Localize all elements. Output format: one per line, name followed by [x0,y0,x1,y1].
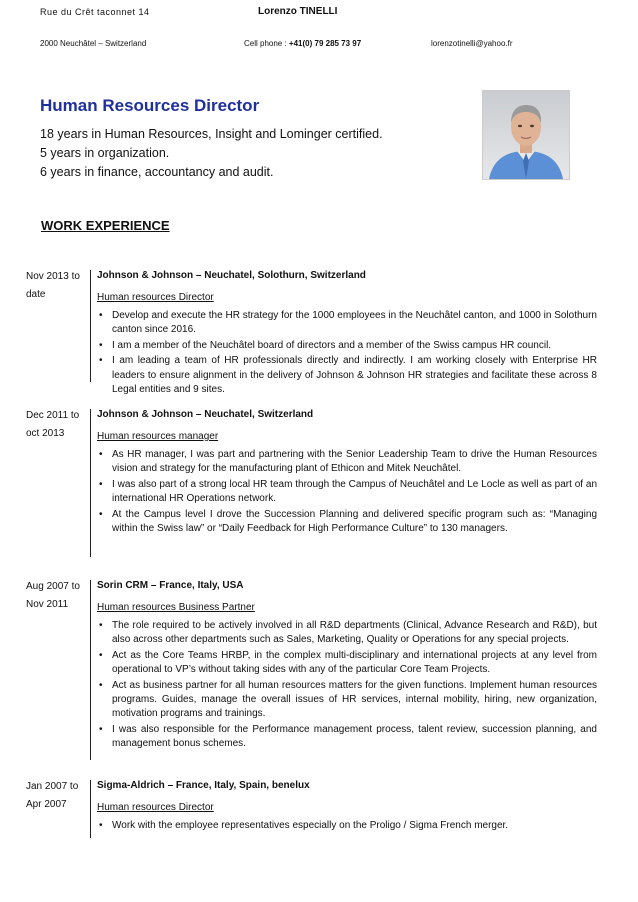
timeline-divider [90,409,91,557]
date-to: Apr 2007 [26,799,67,810]
responsibility-item: • I am a member of the Neuchâtel board of directors and a member of the Swiss campus HR council. [97,339,597,353]
experience-content [97,578,597,753]
role-title: Human resources manager [97,431,219,442]
portrait-image [483,91,569,179]
summary-line: 18 years in Human Resources, Insight and Lominger certified. [40,127,383,141]
date-from: Jan 2007 to [26,781,79,792]
summary-line: 5 years in organization. [40,146,170,160]
responsibility-item: • I am leading a team of HR professionals directly and indirectly. I am working closely with Enterprise HR leaders to ensure alignment in the delivery of Johnson & Johnson HR strategies and facilitate these across 8 Legal entities and 9 sites. [97,354,597,397]
experience-content [97,778,597,834]
responsibility-item: • Act as business partner for all human resources matters for the given functions. Implement human resources programs. Guides, manage the overall issues of HR services, internal mobility, hiring, new organization, motivation programs and trainings. [97,679,597,722]
responsibility-list [97,619,597,752]
role-title: Human resources Director [97,292,214,303]
date-from: Dec 2011 to [26,410,80,421]
responsibility-item: • At the Campus level I drove the Succession Planning and delivered specific program such as: “Managing within the Swiss law” or “Daily Feedback for High Performance Culture” to 130 managers. [97,508,597,537]
responsibility-list [97,309,597,397]
responsibility-list [97,819,597,833]
date-to: date [26,289,46,300]
phone-line [244,39,361,48]
experience-content [97,268,597,398]
address-line-1: Rue du Crêt taconnet 14 [40,7,150,17]
profile-summary [40,125,383,182]
responsibility-item: • As HR manager, I was part and partnering with the Senior Leadership Team to drive the Human Resources vision and strategy for the manufacturing plant of Ethicon and Mitek Neuchâtel. [97,448,597,477]
responsibility-item: • I was also part of a strong local HR team through the Campus of Neuchâtel and Le Locle as well as part of an international HR Operations network. [97,478,597,507]
phone-label: Cell phone : [244,39,289,48]
section-work-experience: WORK EXPERIENCE [41,218,170,233]
address-line-2: 2000 Neuchâtel – Switzerland [40,39,147,48]
responsibility-item: • Work with the employee representatives especially on the Proligo / Sigma French merger. [97,819,597,833]
experience-dates [26,268,88,304]
date-from: Nov 2013 to [26,271,80,282]
timeline-divider [90,580,91,760]
role-title: Human resources Director [97,802,214,813]
company-name: Johnson & Johnson – Neuchatel, Solothurn, Switzerland [97,270,366,281]
company-name: Sigma-Aldrich – France, Italy, Spain, benelux [97,780,310,791]
responsibility-item: • I was also responsible for the Performance management process, talent review, succession planning, and management bonus schemes. [97,723,597,752]
responsibility-item: • The role required to be actively involved in all R&D departments (Clinical, Advance Research and R&D), but also across other departments such as Sales, Marketing, Quality or Operations for any special projects. [97,619,597,648]
experience-dates [26,407,88,443]
experience-dates [26,578,88,614]
job-title: Human Resources Director [40,96,260,115]
profile-photo [482,90,570,180]
timeline-divider [90,270,91,382]
company-name: Johnson & Johnson – Neuchatel, Switzerland [97,409,314,420]
header-name: Lorenzo TINELLI [258,6,338,17]
timeline-divider [90,780,91,838]
experience-dates [26,778,88,814]
responsibility-item: • Develop and execute the HR strategy for the 1000 employees in the Neuchâtel canton, and 1000 in Solothurn canton since 2016. [97,309,597,338]
date-to: oct 2013 [26,428,65,439]
summary-line: 6 years in finance, accountancy and audit. [40,165,274,179]
email-address: lorenzotinelli@yahoo.fr [431,39,513,48]
phone-number: +41(0) 79 285 73 97 [288,39,362,48]
date-to: Nov 2011 [26,599,69,610]
company-name: Sorin CRM – France, Italy, USA [97,580,244,591]
experience-content [97,407,597,537]
responsibility-item: • Act as the Core Teams HRBP, in the complex multi-disciplinary and international projects at any level from operational to VP’s without taking sides with any of the particular Core Team Projects. [97,649,597,678]
responsibility-list [97,448,597,536]
date-from: Aug 2007 to [26,581,80,592]
role-title: Human resources Business Partner [97,602,255,613]
